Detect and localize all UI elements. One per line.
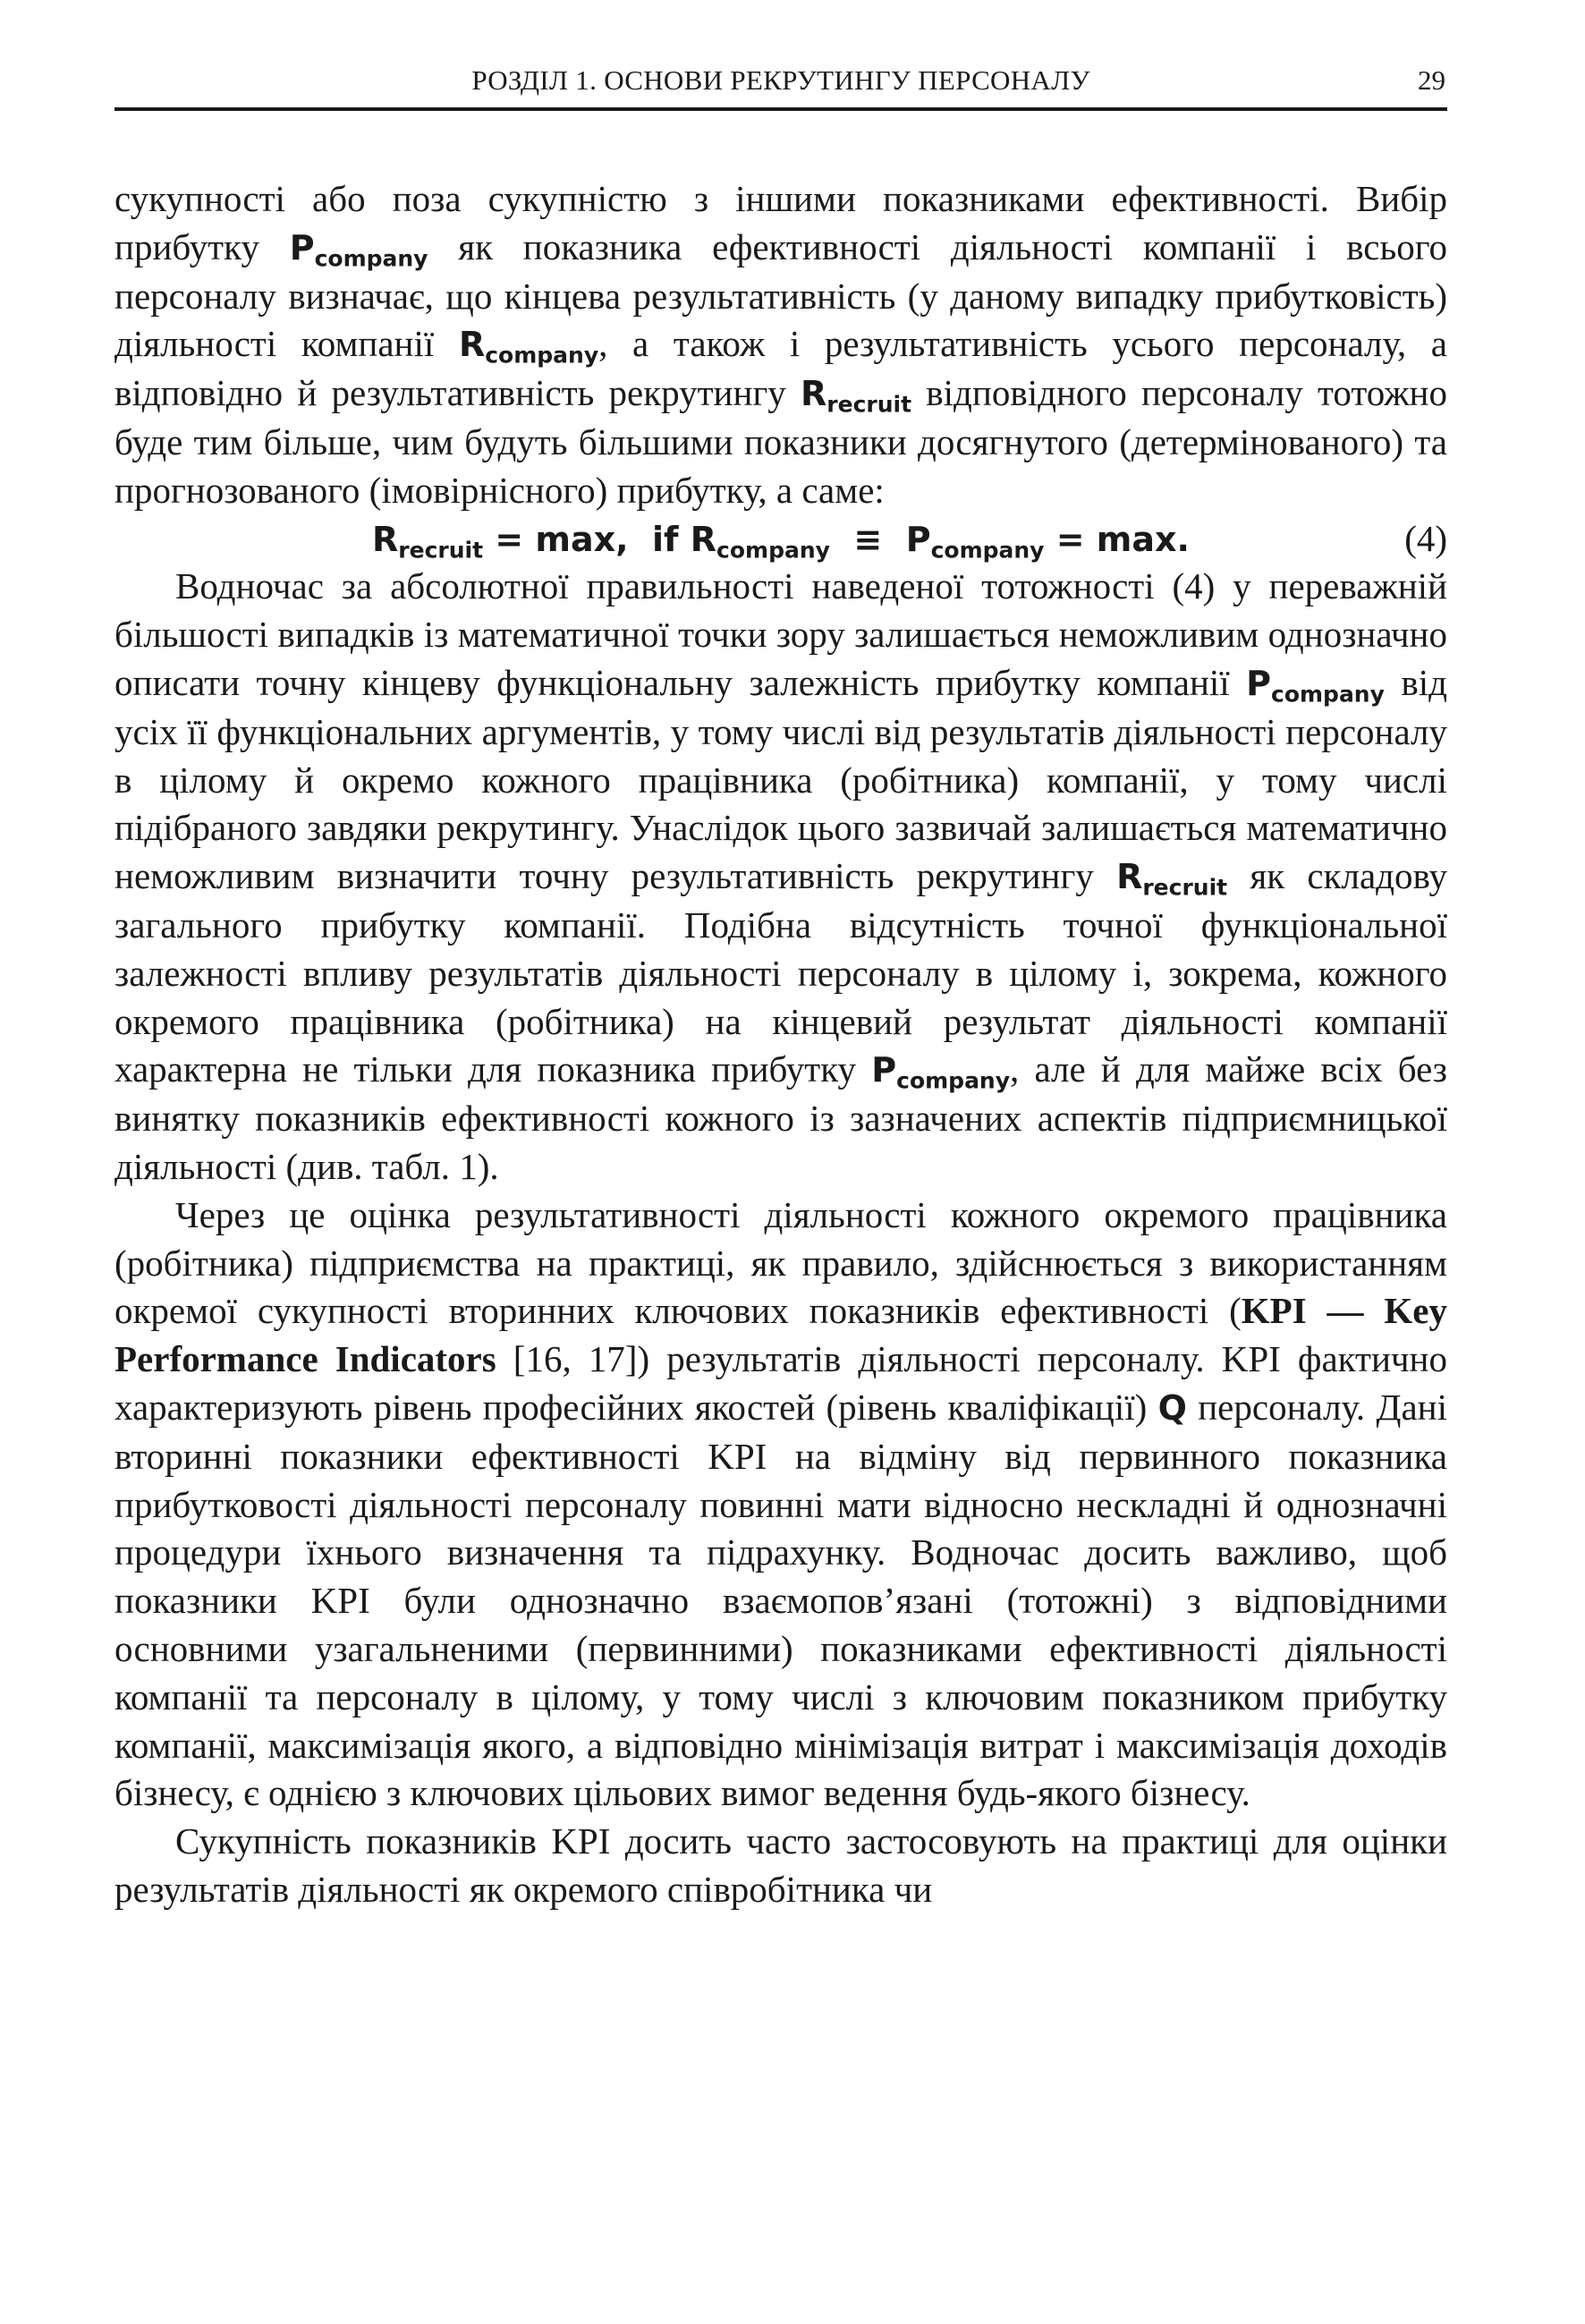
- page-number: 29: [1418, 64, 1445, 96]
- variable-r-company: $R_{company}$: [458, 325, 599, 369]
- variable-q: Q: [1157, 1387, 1187, 1428]
- paragraph-1: [114, 175, 1447, 515]
- text-run: персоналу. Дані вторинні показники ефективності KPI на відміну від первинного показника прибутковості діяльності персоналу повинні мати відносно нескладні й однозначні процедури їхнього визначення та підрахунку. Водночас досить важливо, щоб показники KPI були однозначно взаємопов’язані (тотожні) з відповідними основними узагальненими (первинними) показниками ефективності діяльності компанії та персоналу в цілому, у тому числі з ключовим показником прибутку компанії, максимізація якого, а відповідно мінімізація витрат і максимізація доходів бізнесу, є однією з ключових цільових вимог ведення будь-якого бізнесу.: [114, 1386, 1447, 1814]
- text-run: як показника ефективності діяльності компанії і всього персоналу визначає, що кінцева результативність (у даному випадку прибутковість) діяльності компанії: [114, 225, 1447, 365]
- text-run: , а також і результативність усього персоналу, а відповідно й результативність рекрутингу: [114, 323, 1447, 414]
- paragraph-4: [114, 1818, 1447, 1914]
- variable-p-company: $P_{company}$: [871, 1050, 1011, 1094]
- variable-r-recruit: $R_{recruit}$: [801, 374, 912, 418]
- text-run: відповідного персоналу тотожно буде тим більше, чим будуть більшими показники досягнутого (детермінованого) та прогнозованого (імовірнісного) прибутку, а саме:: [114, 372, 1447, 511]
- text-run: від усіх її функціональних аргументів, у тому числі від результатів діяльності персоналу в цілому й окремо кожного працівника (робітника) компанії, у тому числі підібраного завдяки рекрутингу. Унаслідок цього зазвичай залишається математично неможливим визначити точну результативність рекрутингу: [114, 661, 1447, 897]
- variable-p-company: $P_{company}$: [289, 227, 428, 272]
- body-text: [114, 175, 1447, 1914]
- variable-r-recruit: $R_{recruit}$: [1116, 857, 1228, 901]
- paragraph-2: [114, 563, 1447, 1191]
- text-run: сукупності або поза сукупністю з іншими показниками ефективності. Вибір прибутку: [114, 178, 1447, 267]
- text-run: , але й для майже всіх без винятку показників ефективності кожного із зазначених аспектів підприємницької діяльності (див. табл. 1).: [114, 1048, 1447, 1187]
- variable-p-company: $P_{company}$: [1246, 663, 1385, 708]
- text-run: [16, 17]) результатів діяльності персоналу. KPI фактично характеризують рівень професійних якостей (рівень кваліфікації): [114, 1338, 1447, 1428]
- text-run: як складову загального прибутку компанії. Подібна відсутність точної функціональної залежності впливу результатів діяльності персоналу в цілому і, зокрема, кожного окремого працівника (робітника) на кінцевий результат діяльності компанії характерна не тільки для показника прибутку: [114, 855, 1447, 1090]
- equation-body: $R_{recruit} = \max$, if $R_{company} \equiv P_{company} = \max$.: [372, 519, 1190, 564]
- chapter-title: РОЗДІЛ 1. ОСНОВИ РЕКРУТИНГУ ПЕРСОНАЛУ: [471, 64, 1090, 96]
- text-run: Через це оцінка результативності діяльності кожного окремого працівника (робітника) підприємства на практиці, як правило, здійснюється з використанням окремої сукупності вторинних ключових показників ефективності (: [114, 1193, 1447, 1332]
- equation-number: (4): [1404, 517, 1447, 559]
- text-run: Сукупність показників KPI досить часто застосовують на практиці для оцінки результатів діяльності як окремого співробітника чи: [114, 1820, 1447, 1910]
- equation-4: [114, 515, 1447, 564]
- paragraph-3: [114, 1192, 1447, 1818]
- kpi-definition: KPI — Key Performance Indicators: [114, 1290, 1447, 1380]
- text-run: Водночас за абсолютної правильності наведеної тотожності (4) у переважній більшості випадків із математичної точки зору залишається неможливим однозначно описати точну кінцеву функціональну залежність прибутку компанії: [114, 565, 1447, 703]
- running-header: [114, 61, 1447, 111]
